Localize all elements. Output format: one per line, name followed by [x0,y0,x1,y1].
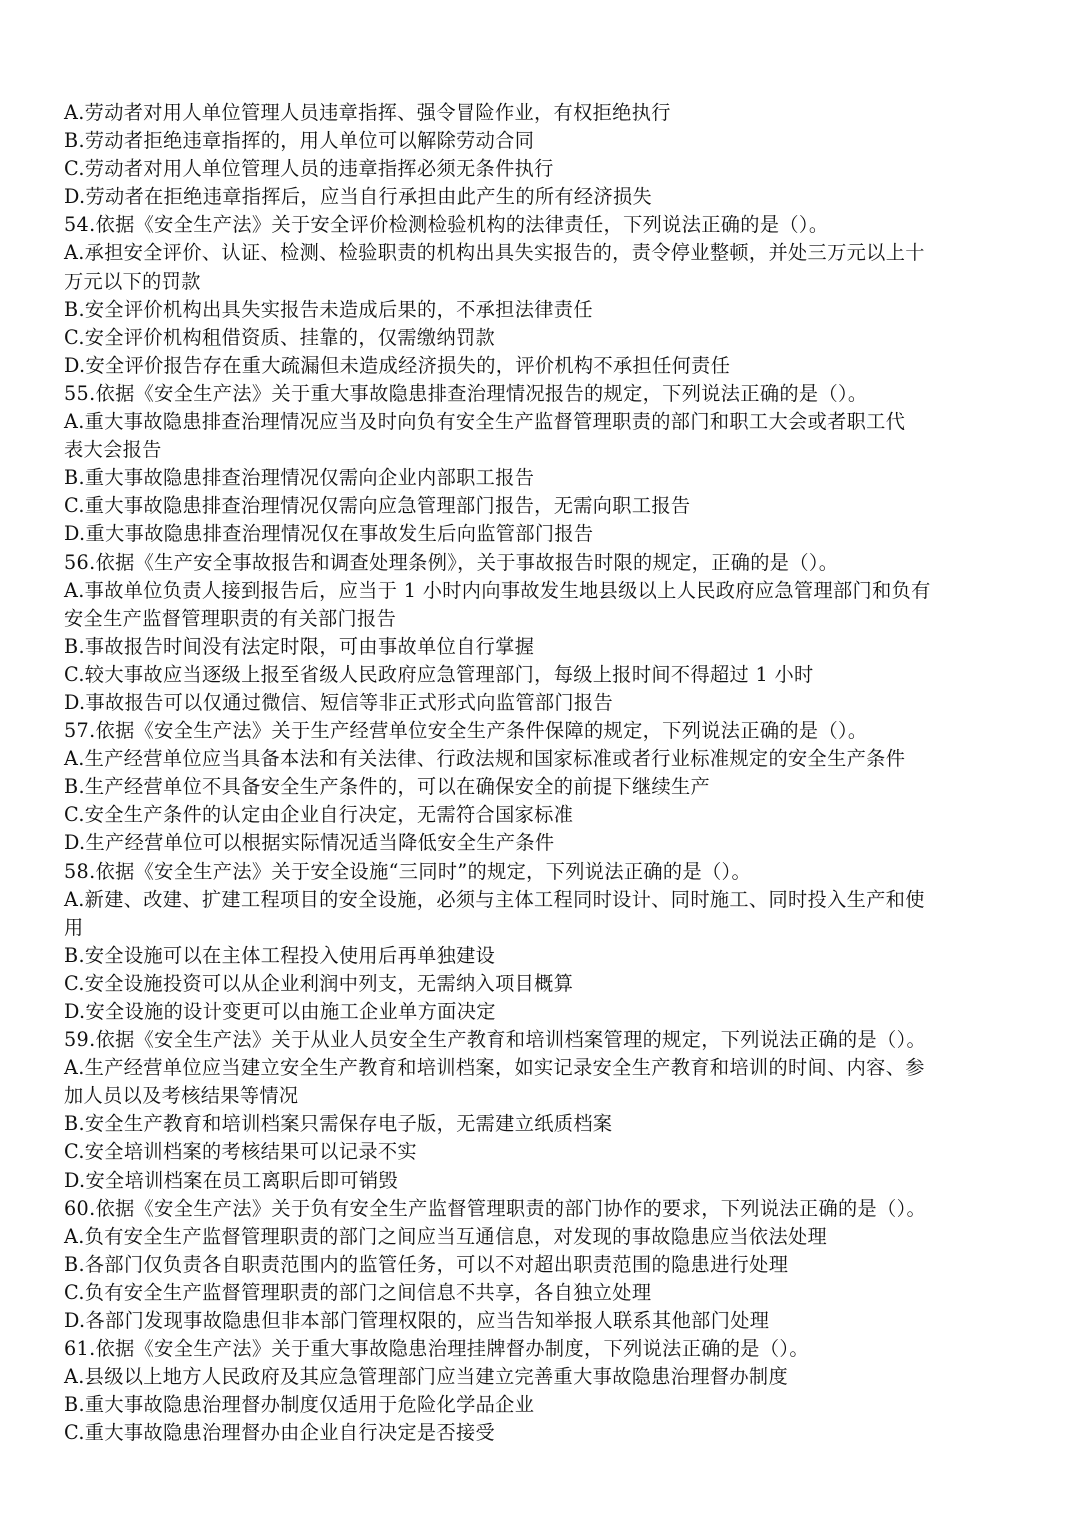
text-line: A.新建、改建、扩建工程项目的安全设施，必须与主体工程同时设计、同时施工、同时投入生产和使 [64,887,925,911]
text-line: 用 [64,915,84,939]
text-line: B.安全设施可以在主体工程投入使用后再单独建设 [64,943,496,967]
text-line: 万元以下的罚款 [64,269,201,293]
question-stem: 60.依据《安全生产法》关于负有安全生产监督管理职责的部门协作的要求，下列说法正确的是（）。 [64,1196,927,1220]
question-stem: 61.依据《安全生产法》关于重大事故隐患治理挂牌督办制度，下列说法正确的是（）。 [64,1337,809,1361]
text-line: A.重大事故隐患排查治理情况应当及时向负有安全生产监督管理职责的部门和职工大会或者职工代 [64,410,906,434]
text-line: C.安全设施投资可以从企业利润中列支，无需纳入项目概算 [64,971,574,995]
text-line: B.重大事故隐患排查治理情况仅需向企业内部职工报告 [64,466,535,490]
text-line: C.负有安全生产监督管理职责的部门之间信息不共享，各自独立处理 [64,1280,652,1304]
text-line: A.生产经营单位应当具备本法和有关法律、行政法规和国家标准或者行业标准规定的安全生产条件 [64,747,906,771]
text-line: C.安全生产条件的认定由企业自行决定，无需符合国家标准 [64,803,574,827]
question-stem: 57.依据《安全生产法》关于生产经营单位安全生产条件保障的规定，下列说法正确的是（）。 [64,719,868,743]
text-line: B.生产经营单位不具备安全生产条件的，可以在确保安全的前提下继续生产 [64,775,711,799]
text-line: C.较大事故应当逐级上报至省级人民政府应急管理部门，每级上报时间不得超过 1 小时 [64,662,814,686]
text-line: 表大会报告 [64,438,162,462]
question-stem: 58.依据《安全生产法》关于安全设施“三同时”的规定，下列说法正确的是（）。 [64,859,752,883]
text-line: C.劳动者对用人单位管理人员的违章指挥必须无条件执行 [64,157,554,181]
text-line: A.事故单位负责人接到报告后，应当于 1 小时内向事故发生地县级以上人民政府应急管理部门和负有 [64,578,931,602]
question-stem: 59.依据《安全生产法》关于从业人员安全生产教育和培训档案管理的规定，下列说法正确的是（）。 [64,1028,927,1052]
text-line: B.劳动者拒绝违章指挥的，用人单位可以解除劳动合同 [64,129,535,153]
text-line: C.重大事故隐患排查治理情况仅需向应急管理部门报告，无需向职工报告 [64,494,691,518]
question-stem: 54.依据《安全生产法》关于安全评价检测检验机构的法律责任，下列说法正确的是（）。 [64,213,829,237]
text-line: A.承担安全评价、认证、检测、检验职责的机构出具失实报告的，责令停业整顿，并处三万元以上十 [64,241,925,265]
text-line: C.重大事故隐患治理督办由企业自行决定是否接受 [64,1421,496,1445]
question-text-body [64,99,1024,1448]
text-line: A.负有安全生产监督管理职责的部门之间应当互通信息，对发现的事故隐患应当依法处理 [64,1224,828,1248]
text-line: A.县级以上地方人民政府及其应急管理部门应当建立完善重大事故隐患治理督办制度 [64,1365,789,1389]
text-line: C.安全评价机构租借资质、挂靠的，仅需缴纳罚款 [64,325,496,349]
text-line: A.劳动者对用人单位管理人员违章指挥、强令冒险作业，有权拒绝执行 [64,101,671,124]
text-line: D.安全设施的设计变更可以由施工企业单方面决定 [64,1000,496,1023]
text-line: D.各部门发现事故隐患但非本部门管理权限的，应当告知举报人联系其他部门处理 [64,1309,770,1333]
text-line: D.劳动者在拒绝违章指挥后，应当自行承担由此产生的所有经济损失 [64,185,653,209]
text-line: D.重大事故隐患排查治理情况仅在事故发生后向监管部门报告 [64,522,594,546]
text-line: B.重大事故隐患治理督办制度仅适用于危险化学品企业 [64,1393,535,1417]
text-line: B.事故报告时间没有法定时限，可由事故单位自行掌握 [64,634,535,658]
text-line: B.安全生产教育和培训档案只需保存电子版，无需建立纸质档案 [64,1112,613,1136]
text-line: B.各部门仅负责各自职责范围内的监管任务，可以不对超出职责范围的隐患进行处理 [64,1252,789,1276]
text-line: 安全生产监督管理职责的有关部门报告 [64,606,397,630]
text-line: D.安全培训档案在员工离职后即可销毁 [64,1168,399,1192]
text-line: A.生产经营单位应当建立安全生产教育和培训档案，如实记录安全生产教育和培训的时间、内容、参 [64,1056,925,1080]
text-line: C.安全培训档案的考核结果可以记录不实 [64,1140,417,1164]
text-line: 加人员以及考核结果等情况 [64,1084,299,1108]
question-stem: 55.依据《安全生产法》关于重大事故隐患排查治理情况报告的规定，下列说法正确的是（）。 [64,381,868,405]
text-line: D.生产经营单位可以根据实际情况适当降低安全生产条件 [64,831,555,855]
text-line: B.安全评价机构出具失实报告未造成后果的，不承担法律责任 [64,297,593,321]
question-stem: 56.依据《生产安全事故报告和调查处理条例》，关于事故报告时限的规定，正确的是（）。 [64,550,839,574]
text-line: D.事故报告可以仅通过微信、短信等非正式形式向监管部门报告 [64,690,614,714]
text-line: D.安全评价报告存在重大疏漏但未造成经济损失的，评价机构不承担任何责任 [64,353,731,377]
